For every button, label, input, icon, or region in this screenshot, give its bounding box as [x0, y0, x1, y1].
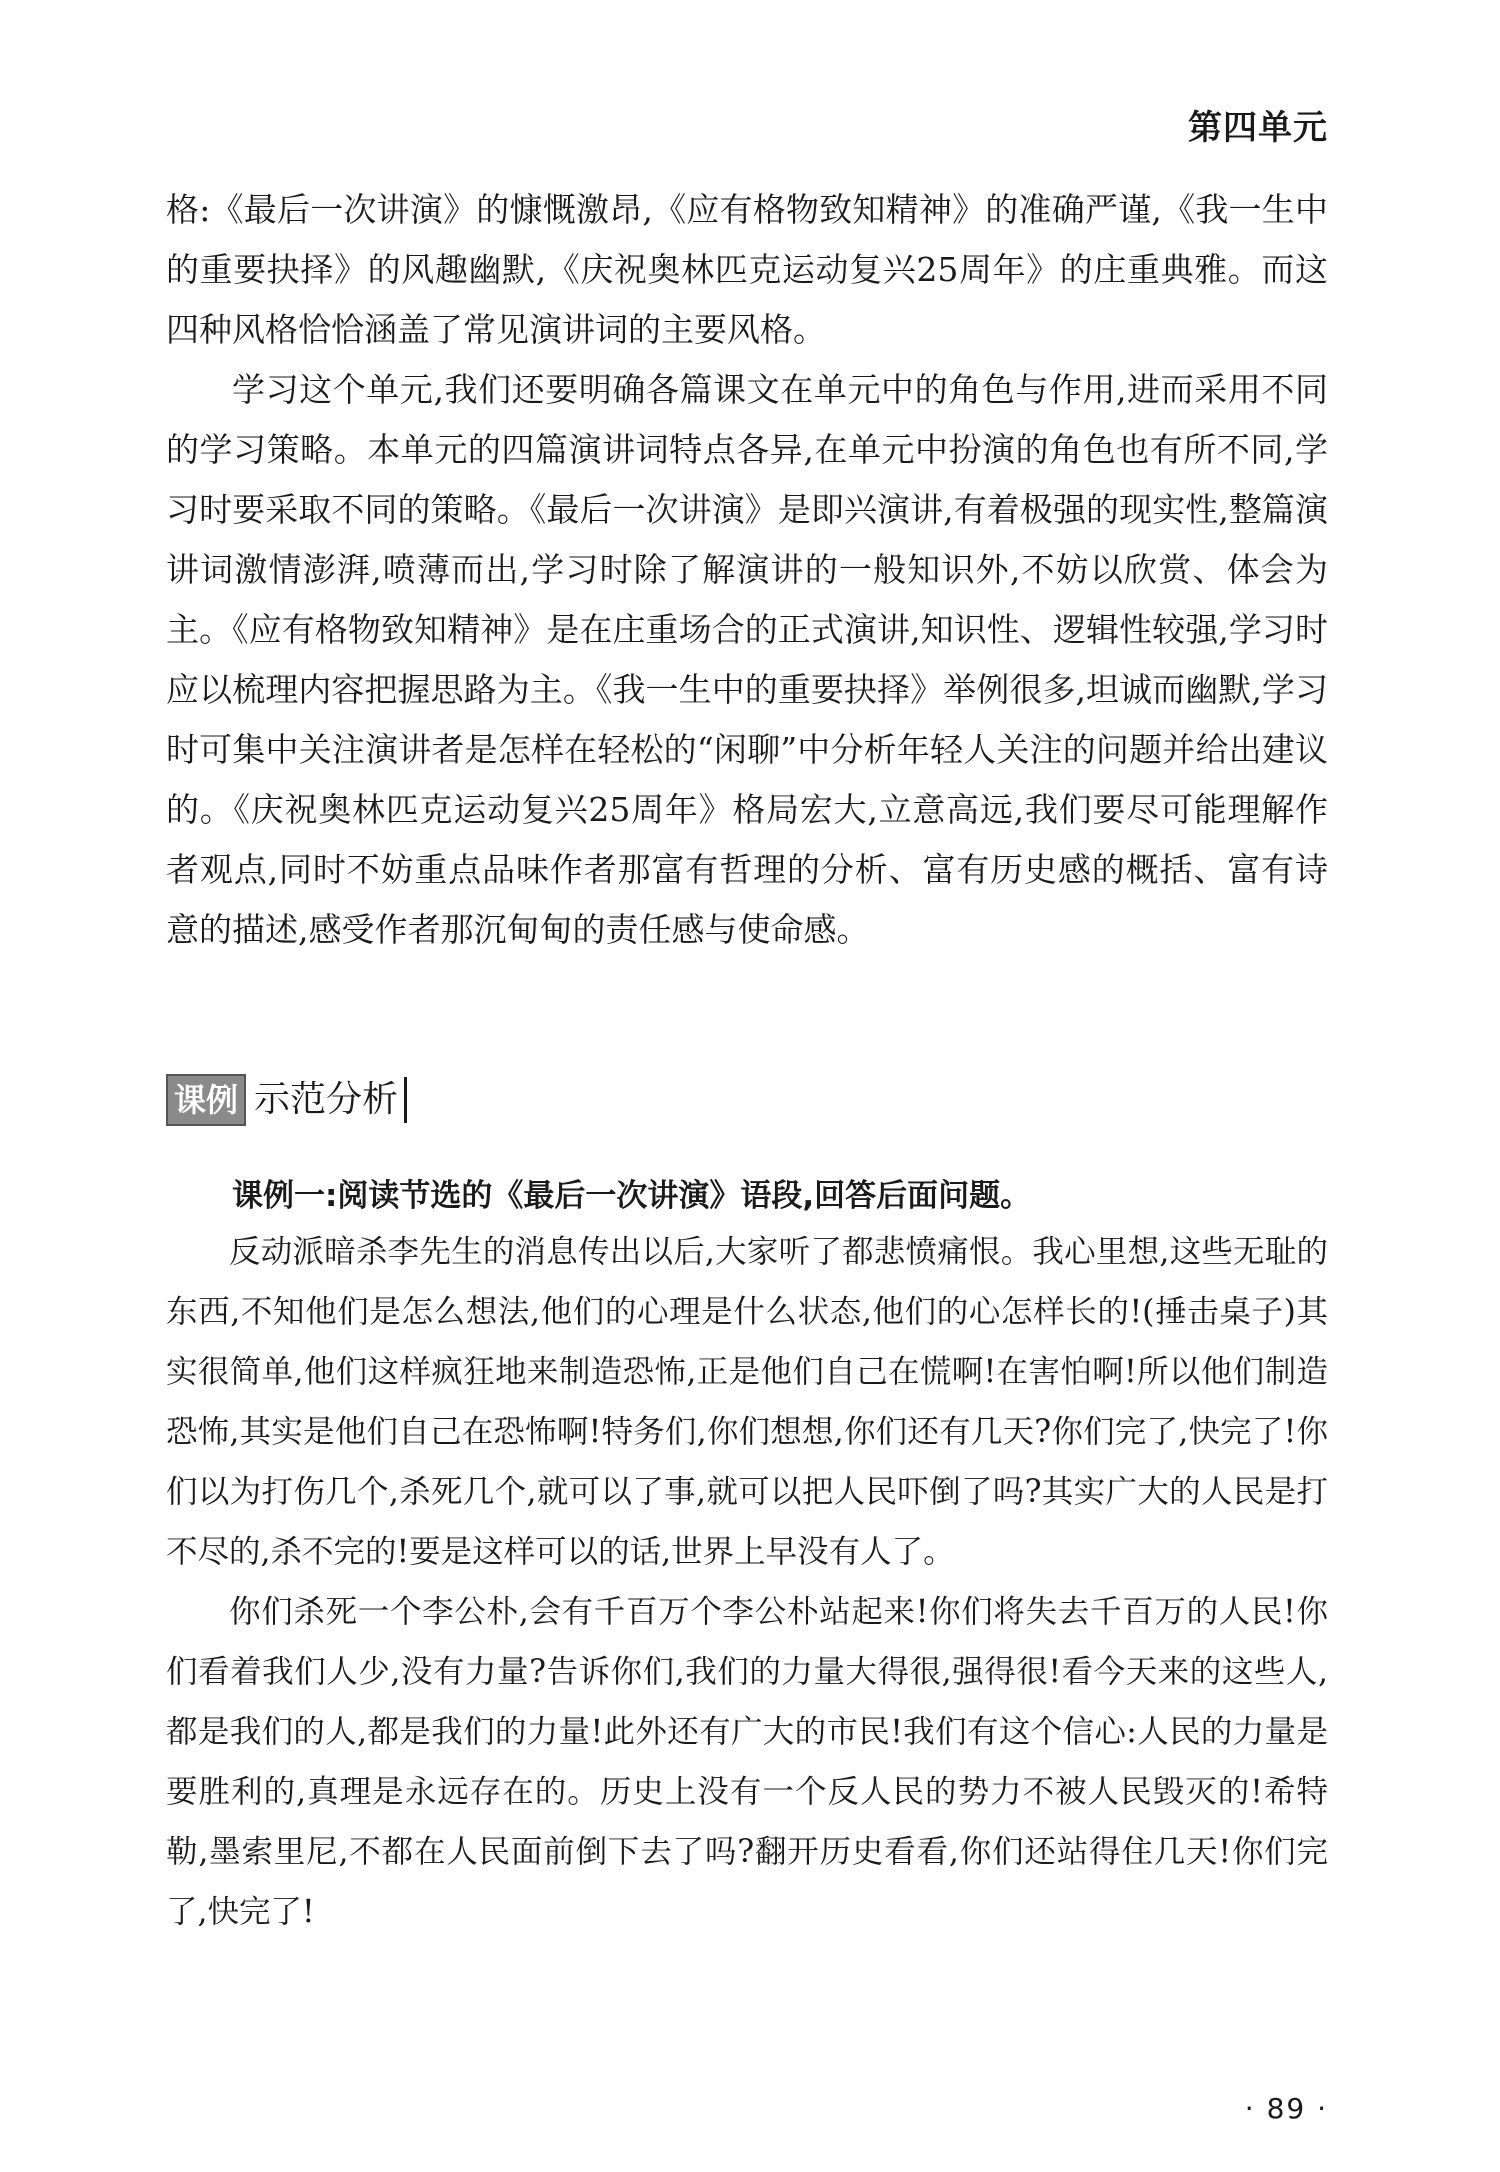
body-paragraph-1: 格:《最后一次讲演》的慷慨激昂,《应有格物致知精神》的准确严谨,《我一生中的重要抉择》的风趣幽默,《庆祝奥林匹克运动复兴25周年》的庄重典雅。而这四种风格恰恰涵盖了常见演讲词的主要风格。: [166, 190, 1328, 349]
body-paragraph-2: 学习这个单元,我们还要明确各篇课文在单元中的角色与作用,进而采用不同的学习策略。本单元的四篇演讲词特点各异,在单元中扮演的角色也有所不同,学习时要采取不同的策略。《最后一次讲演》是即兴演讲,有着极强的现实性,整篇演讲词激情澎湃,喷薄而出,学习时除了解演讲的一般知识外,不妨以欣赏、体会为主。《应有格物致知精神》是在庄重场合的正式演讲,知识性、逻辑性较强,学习时应以梳理内容把握思路为主。《我一生中的重要抉择》举例很多,坦诚而幽默,学习时可集中关注演讲者是怎样在轻松的“闲聊”中分析年轻人关注的问题并给出建议的。《庆祝奥林匹克运动复兴25周年》格局宏大,立意高远,我们要尽可能理解作者观点,同时不妨重点品味作者那富有哲理的分析、富有历史感的概括、富有诗意的描述,感受作者那沉甸甸的责任感与使命感。: [166, 370, 1328, 949]
excerpt-paragraph-2: 你们杀死一个李公朴,会有千百万个李公朴站起来!你们将失去千百万的人民!你们看着我们人少,没有力量?告诉你们,我们的力量大得很,强得很!看今天来的这些人,都是我们的人,都是我们的力量!此外还有广大的市民!我们有这个信心:人民的力量是要胜利的,真理是永远存在的。历史上没有一个反人民的势力不被人民毁灭的!希特勒,墨索里尼,不都在人民面前倒下去了吗?翻开历史看看,你们还站得住几天!你们完了,快完了!: [166, 1594, 1328, 1930]
section-heading: [166, 1073, 407, 1127]
excerpt-paragraph-1: 反动派暗杀李先生的消息传出以后,大家听了都悲愤痛恨。我心里想,这些无耻的东西,不知他们是怎么想法,他们的心理是什么状态,他们的心怎样长的!(捶击桌子)其实很简单,他们这样疯狂地来制造恐怖,正是他们自己在慌啊!在害怕啊!所以他们制造恐怖,其实是他们自己在恐怖啊!特务们,你们想想,你们还有几天?你们完了,快完了!你们以为打伤几个,杀死几个,就可以了事,就可以把人民吓倒了吗?其实广大的人民是打不尽的,杀不完的!要是这样可以的话,世界上早没有人了。: [166, 1234, 1328, 1570]
section-tag: 课例: [166, 1074, 246, 1126]
example-title: 课例一:阅读节选的《最后一次讲演》语段,回答后面问题。: [232, 1178, 1032, 1214]
body-text: [166, 180, 1328, 960]
page-number: · 89 ·: [1244, 2092, 1328, 2125]
speech-excerpt: [166, 1222, 1328, 1942]
section-title: 示范分析: [246, 1077, 407, 1123]
unit-header: 第四单元: [1188, 108, 1328, 148]
